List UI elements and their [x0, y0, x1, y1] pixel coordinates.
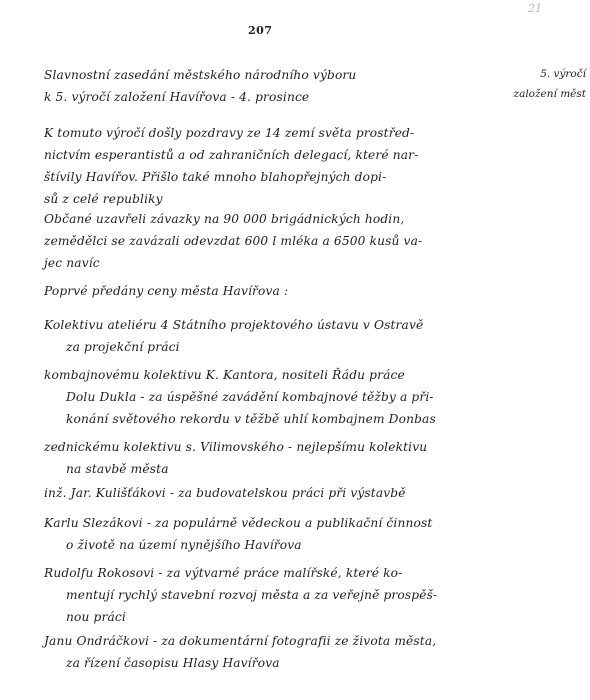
text-line: Karlu Slezákovi - za populárně vědeckou a publikační činnost: [44, 516, 433, 530]
text-line: kombajnovému kolektivu K. Kantora, nositeli Řádu práce: [44, 368, 405, 382]
entry-heading: [44, 64, 494, 108]
text-line: Dolu Dukla - za úspěšné zavádění kombajnové těžby a při-: [66, 390, 434, 404]
margin-note-line: založení měst: [513, 88, 586, 100]
text-line: K tomuto výročí došly pozdravy ze 14 zemí světa prostřed-: [44, 126, 415, 140]
text-line: mentují rychlý stavební rozvoj města a za veřejně prospěš-: [66, 588, 438, 602]
text-line: Poprvé předány ceny města Havířova :: [44, 284, 289, 298]
text-line: nictvím esperantistů a od zahraničních delegací, které nar-: [44, 148, 419, 162]
award-entry: [44, 562, 494, 628]
text-line: štívily Havířov. Přišlo také mnoho blahopřejných dopi-: [44, 170, 387, 184]
award-entry: [44, 314, 494, 358]
award-entry: [44, 364, 494, 430]
text-line: na stavbě města: [66, 462, 169, 476]
text-line: sů z celé republiky: [44, 192, 163, 206]
text-line: za projekční práci: [66, 340, 180, 354]
award-entry: [44, 436, 494, 480]
text-line: jec navíc: [44, 256, 100, 270]
text-line: Rudolfu Rokosovi - za výtvarné práce malířské, které ko-: [44, 566, 403, 580]
text-line: k 5. výročí založení Havířova - 4. prosince: [44, 90, 310, 104]
award-entry: [44, 512, 494, 556]
text-line: zednickému kolektivu s. Vilimovského - nejlepšímu kolektivu: [44, 440, 428, 454]
corner-pencil-mark: 21: [528, 2, 542, 15]
text-line: o životě na území nynějšího Havířova: [66, 538, 302, 552]
text-line: zemědělci se zavázali odevzdat 600 l mléka a 6500 kusů va-: [44, 234, 423, 248]
text-line: za řízení časopisu Hlasy Havířova: [66, 656, 280, 670]
margin-note-line: 5. výročí: [540, 68, 586, 80]
paragraph-greetings: [44, 122, 494, 210]
text-line: inž. Jar. Kulišťákovi - za budovatelskou práci při výstavbě: [44, 486, 406, 500]
paragraph-pledges: [44, 208, 494, 274]
text-line: Občané uzavřeli závazky na 90 000 brigádnických hodin,: [44, 212, 405, 226]
text-line: nou práci: [66, 610, 126, 624]
award-entry: [44, 630, 494, 674]
margin-note: [492, 64, 586, 104]
awards-heading: [44, 280, 494, 302]
text-line: Slavnostní zasedání městského národního výboru: [44, 68, 357, 82]
text-line: konání světového rekordu v těžbě uhlí kombajnem Donbas: [66, 412, 436, 426]
award-entry: [44, 482, 494, 504]
page-number: 207: [248, 24, 273, 37]
text-line: Kolektivu ateliéru 4 Státního projektového ústavu v Ostravě: [44, 318, 424, 332]
text-line: Janu Ondráčkovi - za dokumentární fotografii ze života města,: [44, 634, 437, 648]
